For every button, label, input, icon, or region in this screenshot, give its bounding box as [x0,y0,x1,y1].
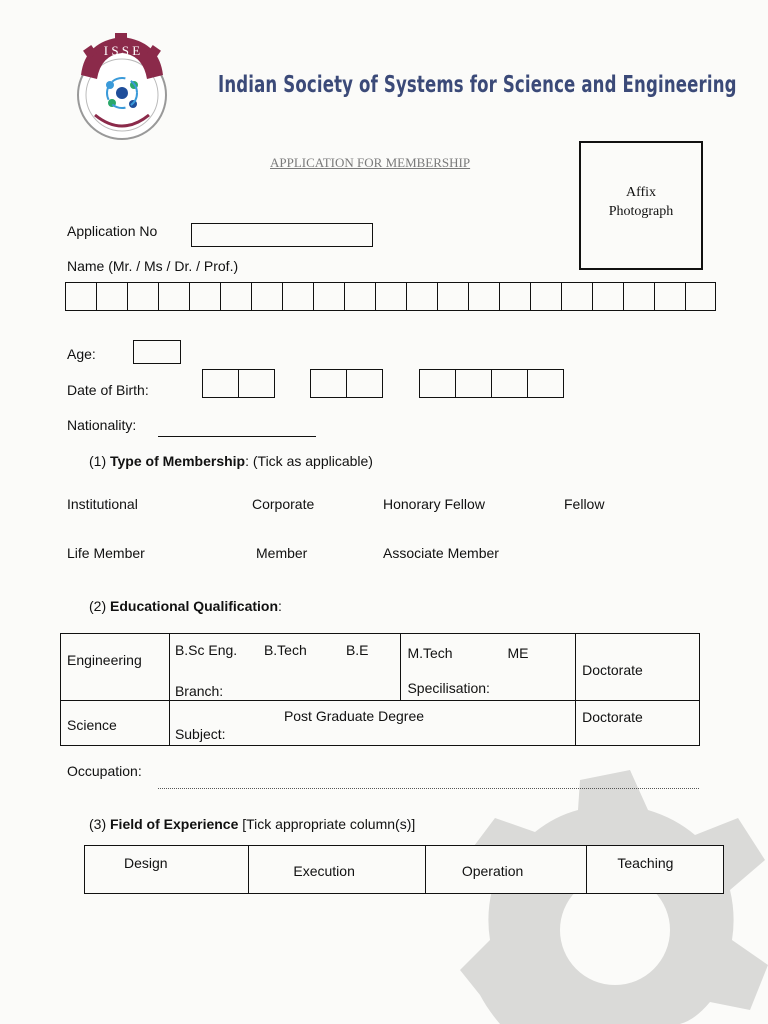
option-associate-member[interactable]: Associate Member [383,545,499,561]
experience-execution-cell[interactable] [249,846,425,894]
engineering-doctorate-cell[interactable] [576,634,700,701]
gear-watermark-icon [460,770,768,1024]
dob-year-cells[interactable] [420,369,564,398]
experience-design-cell[interactable] [85,846,249,894]
membership-heading-note: : (Tick as applicable) [245,453,373,469]
dob-label: Date of Birth: [67,382,149,398]
engineering-label: Engineering [67,652,142,668]
membership-heading [89,453,373,469]
photo-box-line-2: Photograph [608,204,674,219]
experience-operation-cell[interactable] [425,846,587,894]
specilisation-label: Specilisation: [407,680,490,696]
photo-box-line-1: Affix [625,185,657,200]
education-heading-number: (2) [89,598,110,614]
age-field[interactable] [133,340,181,364]
logo-letters: I S S E [103,43,141,58]
application-no-label: Application No [67,223,158,239]
age-label: Age: [67,346,96,362]
organization-name: Indian Society of Systems for Science and Engineering [218,72,737,98]
experience-design[interactable]: Design [124,855,168,871]
option-institutional[interactable]: Institutional [67,496,138,512]
experience-teaching-cell[interactable] [587,846,724,894]
education-table [60,633,700,746]
branch-label: Branch: [174,683,224,699]
bsc-eng-option[interactable]: B.Sc Eng. [174,642,238,658]
experience-heading [89,816,415,832]
dob-day-cells[interactable] [203,369,275,398]
name-field-cells[interactable] [66,282,716,311]
membership-heading-title: Type of Membership [110,453,246,469]
science-doctorate-option[interactable]: Doctorate [582,709,643,725]
education-heading-title: Educational Qualification [110,598,279,614]
experience-operation[interactable]: Operation [461,863,524,879]
application-no-field[interactable] [191,223,373,247]
form-title: APPLICATION FOR MEMBERSHIP [270,155,471,170]
occupation-field[interactable] [158,788,699,789]
education-heading [89,598,282,614]
option-member[interactable]: Member [256,545,308,561]
option-fellow[interactable]: Fellow [564,496,605,512]
experience-teaching[interactable]: Teaching [617,855,674,871]
engineering-doctorate-option[interactable]: Doctorate [582,662,643,678]
be-option[interactable]: B.E [345,642,369,658]
nationality-field[interactable] [158,436,316,437]
education-heading-note: : [278,598,282,614]
membership-heading-number: (1) [89,453,110,469]
subject-label: Subject: [174,726,226,742]
isse-logo [75,33,171,141]
option-life-member[interactable]: Life Member [67,545,145,561]
nationality-label: Nationality: [67,417,137,433]
experience-heading-number: (3) [89,816,110,832]
btech-option[interactable]: B.Tech [263,642,307,658]
dob-month-cells[interactable] [311,369,383,398]
engineering-masters-cell[interactable] [401,634,576,701]
option-corporate[interactable]: Corporate [252,496,315,512]
education-row-science [61,701,170,746]
post-graduate-degree-option[interactable]: Post Graduate Degree [283,708,425,724]
experience-heading-note: [Tick appropriate column(s)] [238,816,416,832]
me-option[interactable]: ME [507,645,529,661]
option-honorary-fellow[interactable]: Honorary Fellow [383,496,485,512]
photo-box[interactable] [579,141,703,270]
science-pg-cell[interactable] [169,701,575,746]
engineering-bachelors-cell[interactable] [169,634,401,701]
experience-heading-title: Field of Experience [110,816,239,832]
occupation-label: Occupation: [67,763,142,779]
science-doctorate-cell[interactable] [576,701,700,746]
name-label: Name (Mr. / Ms / Dr. / Prof.) [67,258,239,274]
mtech-option[interactable]: M.Tech [407,645,453,661]
science-label: Science [67,717,117,733]
education-row-engineering [61,634,170,701]
experience-table [84,845,724,894]
experience-execution[interactable]: Execution [293,863,355,879]
